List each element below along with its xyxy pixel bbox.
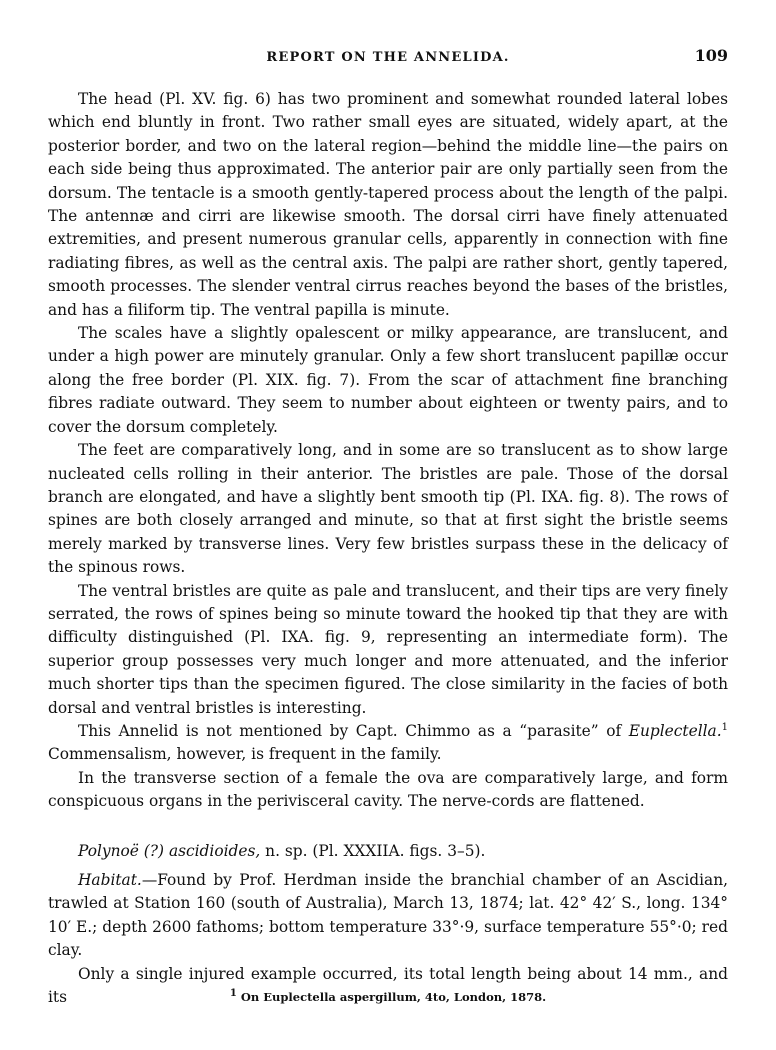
footnote bbox=[0, 990, 776, 1004]
habitat-label: Habitat. bbox=[78, 871, 142, 889]
section-spacer bbox=[48, 814, 728, 840]
paragraph-specimen: Only a single injured example occurred, its total length being about 14 mm., and its bbox=[48, 964, 728, 1007]
paragraph-transverse-section: In the transverse section of a female the ova are comparatively large, and form conspicuous organs in the perivisceral cavity. The nerve-cords are flattened. bbox=[48, 768, 728, 811]
footnote-mark: 1 bbox=[229, 988, 237, 1000]
footnote-reference: 1 bbox=[721, 721, 728, 733]
species-heading bbox=[48, 840, 728, 863]
page-number: 109 bbox=[694, 46, 728, 65]
genus-name: Euplectella. bbox=[628, 721, 722, 740]
paragraph-habitat bbox=[48, 869, 728, 963]
habitat-text: —Found by Prof. Herdman inside the branchial chamber of an Ascidian, trawled at Station 160 (south of Australia), March 13, 1874; lat. 42° 42′ S., long. 134° 10′ E.; depth 2600 fathoms; bottom temperature 33°·9, surface temperature 55°·0; red clay. bbox=[48, 871, 728, 960]
commensalism-before: This Annelid is not mentioned by Capt. Chimmo as a “parasite” of bbox=[78, 721, 629, 740]
paragraph-commensalism bbox=[48, 720, 728, 767]
paragraph-feet: The feet are comparatively long, and in some are so translucent as to show large nucleated cells rolling in their anterior. The bristles are pale. Those of the dorsal branch are elongated, and have a slightly bent smooth tip (Pl. IXA. fig. 8). The rows of spines are both closely arranged and minute, so that at first sight the bristle seems merely marked by transverse lines. Very few bristles surpass these in the delicacy of the spinous rows. bbox=[48, 441, 728, 577]
species-heading-rest: n. sp. (Pl. XXXIIA. figs. 3–5). bbox=[260, 841, 486, 860]
page-header bbox=[48, 44, 728, 68]
body-text bbox=[48, 88, 728, 1009]
commensalism-after: Commensalism, however, is frequent in the family. bbox=[48, 745, 442, 764]
running-head: REPORT ON THE ANNELIDA. bbox=[266, 50, 510, 65]
paragraph-scales: The scales have a slightly opalescent or milky appearance, are translucent, and under a high power are minutely granular. Only a few short translucent papillæ occur along the free border (Pl. XIX. fig. 7). From the scar of attachment fine branching fibres radiate outward. They seem to number about eighteen or twenty pairs, and to cover the dorsum completely. bbox=[48, 324, 728, 436]
paragraph-ventral-bristles: The ventral bristles are quite as pale and translucent, and their tips are very finely serrated, the rows of spines being so minute toward the hooked tip that they are with difficulty distinguished (Pl. IXA. fig. 9, representing an intermediate form). The superior group possesses very much longer and more attenuated, and the inferior much shorter tips than the specimen figured. The close similarity in the facies of both dorsal and ventral bristles is interesting. bbox=[48, 581, 728, 717]
footnote-text: On Euplectella aspergillum, 4to, London, 1878. bbox=[236, 990, 547, 1004]
paragraph-head: The head (Pl. XV. fig. 6) has two prominent and somewhat rounded lateral lobes which end bluntly in front. Two rather small eyes are situated, widely apart, at the posterior border, and two on the lateral region—behind the middle line—the pairs on each side being thus approximated. The anterior pair are only partially seen from the dorsum. The tentacle is a smooth gently-tapered process about the length of the palpi. The antennæ and cirri are likewise smooth. The dorsal cirri have finely attenuated extremities, and present numerous granular cells, apparently in connection with fine radiating fibres, as well as the central axis. The palpi are rather short, gently tapered, smooth processes. The slender ventral cirrus reaches beyond the bases of the bristles, and has a filiform tip. The ventral papilla is minute. bbox=[48, 90, 728, 319]
species-name: Polynoë (?) ascidioides, bbox=[78, 841, 261, 860]
